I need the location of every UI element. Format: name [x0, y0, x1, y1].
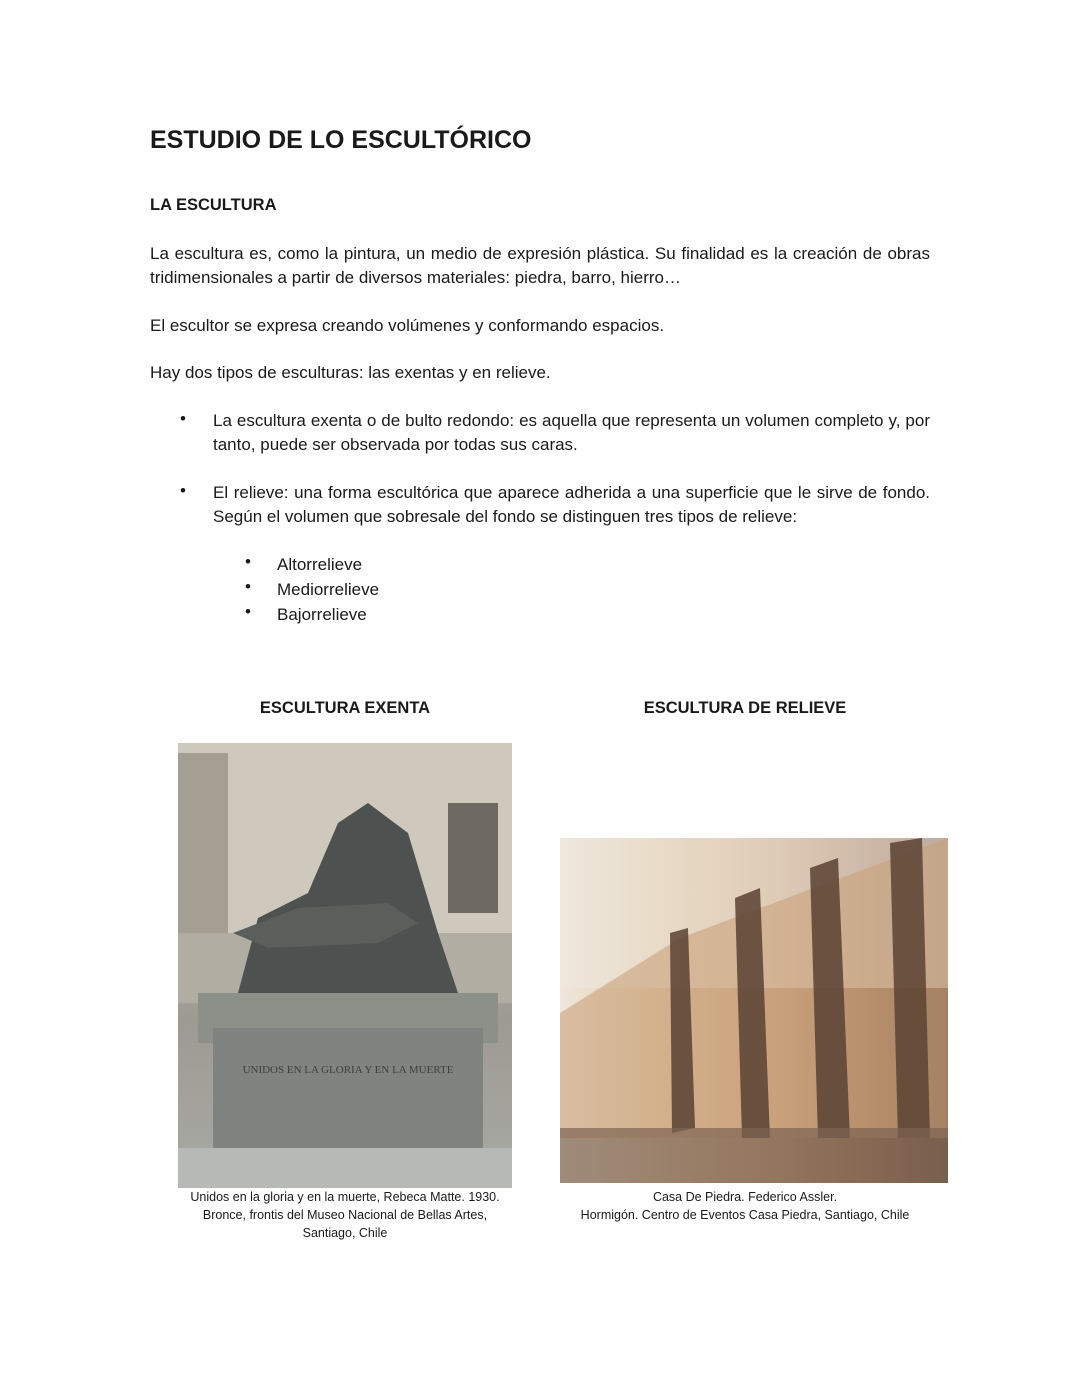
paragraph-types: Hay dos tipos de esculturas: las exentas y en relieve.: [150, 363, 551, 382]
bullet-marker: •: [245, 552, 251, 571]
bullet-exenta: La escultura exenta o de bulto redondo: es aquella que representa un volumen completo y, por tanto, puede ser observada por todas sus caras.: [213, 411, 930, 454]
figure-heading-exenta: ESCULTURA EXENTA: [259, 699, 431, 717]
pedestal-inscription: UNIDOS EN LA GLORIA Y EN LA MUERTE: [242, 1064, 454, 1076]
sculpture-photo-exenta: [178, 743, 512, 1188]
figure-caption-relieve: [555, 1188, 935, 1224]
sculpture-photo-relieve: [560, 838, 948, 1183]
caption-line: Santiago, Chile: [302, 1226, 388, 1240]
sub-bullet-altorrelieve: Altorrelieve: [277, 555, 363, 574]
figure-caption-exenta: [170, 1188, 520, 1242]
paragraph-sculptor: El escultor se expresa creando volúmenes y conformando espacios.: [150, 316, 665, 335]
bullet-marker: •: [245, 602, 251, 621]
caption-line: Unidos en la gloria y en la muerte, Rebeca Matte. 1930.: [190, 1190, 500, 1204]
bullet-marker: •: [180, 481, 186, 500]
caption-line: Hormigón. Centro de Eventos Casa Piedra, Santiago, Chile: [580, 1208, 910, 1222]
bullet-marker: •: [245, 577, 251, 596]
sub-bullet-mediorrelieve: Mediorrelieve: [277, 580, 380, 599]
sub-bullet-bajorrelieve: Bajorrelieve: [277, 605, 367, 624]
caption-line: Casa De Piedra. Federico Assler.: [652, 1190, 838, 1204]
bullet-marker: •: [180, 409, 186, 428]
page-title: ESTUDIO DE LO ESCULTÓRICO: [150, 126, 532, 154]
bullet-relieve: El relieve: una forma escultórica que aparece adherida a una superficie que le sirve de fondo. Según el volumen que sobresale del fondo se distinguen tres tipos de relieve:: [213, 483, 930, 526]
caption-line: Bronce, frontis del Museo Nacional de Bellas Artes,: [202, 1208, 488, 1222]
paragraph-intro: La escultura es, como la pintura, un medio de expresión plástica. Su finalidad es la creación de obras tridimensionales a partir de diversos materiales: piedra, barro, hierro…: [150, 244, 930, 287]
figure-heading-relieve: ESCULTURA DE RELIEVE: [643, 699, 847, 717]
section-heading: LA ESCULTURA: [150, 196, 277, 214]
